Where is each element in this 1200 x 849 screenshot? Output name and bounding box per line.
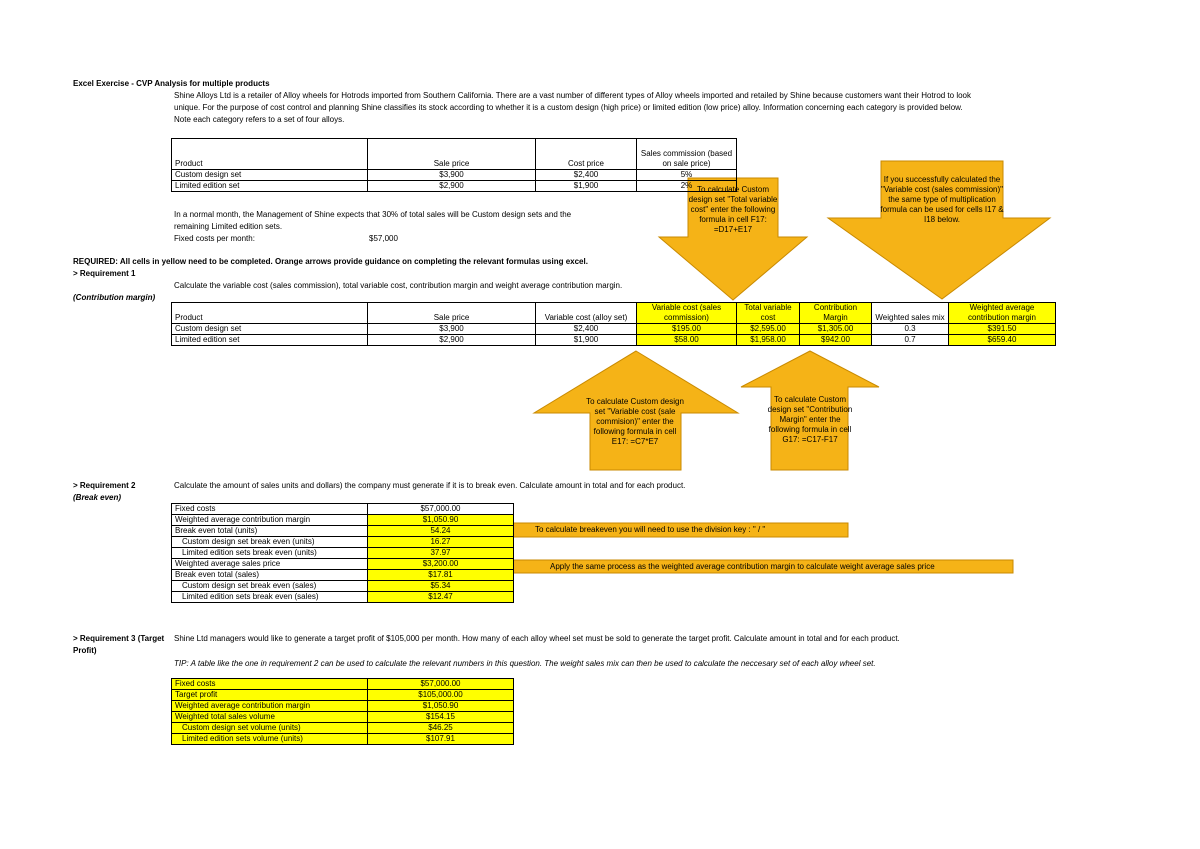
req1-label: > Requirement 1	[73, 269, 136, 278]
cell: $2,400	[536, 170, 637, 181]
fixed-costs-value: $57,000	[369, 234, 398, 243]
input-cell[interactable]: $1,050.90	[368, 515, 514, 526]
req3-label: > Requirement 3 (Target	[73, 634, 165, 643]
header-contribution-margin: Contribution Margin	[800, 303, 872, 324]
intro-line-3: Note each category refers to a set of four alloys.	[174, 115, 345, 124]
required-text: REQUIRED: All cells in yellow need to be completed. Orange arrows provide guidance on completing the relevant formulas using excel.	[73, 257, 588, 266]
row-label: Custom design set volume (units)	[172, 723, 368, 734]
cell: 0.7	[872, 335, 949, 346]
input-cell[interactable]: $12.47	[368, 592, 514, 603]
input-cell[interactable]: 54.24	[368, 526, 514, 537]
cell: $3,900	[368, 170, 536, 181]
fixed-costs-label: Fixed costs per month:	[174, 234, 255, 243]
table-row	[172, 181, 737, 192]
cell: $1,900	[536, 181, 637, 192]
cell: $2,400	[536, 324, 637, 335]
input-cell[interactable]: $942.00	[800, 335, 872, 346]
page-title: Excel Exercise - CVP Analysis for multiple products	[73, 79, 270, 88]
cell: 5%	[637, 170, 737, 181]
table-row	[172, 570, 514, 581]
input-cell[interactable]: $659.40	[949, 335, 1056, 346]
table-row	[172, 324, 1056, 335]
table-row	[172, 701, 514, 712]
input-cell[interactable]: $5.34	[368, 581, 514, 592]
input-cell[interactable]: $2,595.00	[737, 324, 800, 335]
row-label: Weighted average contribution margin	[172, 515, 368, 526]
cell: Custom design set	[172, 324, 368, 335]
cell: $1,900	[536, 335, 637, 346]
cell: 2%	[637, 181, 737, 192]
row-label: Weighted average contribution margin	[172, 701, 368, 712]
header-weighted-cm: Weighted average contribution margin	[949, 303, 1056, 324]
row-label: Target profit	[172, 690, 368, 701]
callout-breakeven-key: To calculate breakeven you will need to use the division key : " / "	[535, 525, 766, 534]
table-row	[172, 690, 514, 701]
input-cell[interactable]: $105,000.00	[368, 690, 514, 701]
cell: $57,000.00	[368, 504, 514, 515]
target-profit-table	[171, 678, 514, 745]
breakeven-table	[171, 503, 514, 603]
header-total-variable: Total variable cost	[737, 303, 800, 324]
req2-label: > Requirement 2	[73, 481, 136, 490]
req3-tip: TIP: A table like the one in requirement 2 can be used to calculate the relevant numbers in this question. The weight sales mix can then be used to calculate the neccesary set of each alloy wheel set.	[174, 659, 876, 668]
cell: $2,900	[368, 181, 536, 192]
table-row	[172, 679, 514, 690]
callout-total-variable: To calculate Custom design set "Total variable cost" enter the following formula in cell F17: =D17+E17	[688, 185, 778, 234]
product-info-table	[171, 138, 737, 192]
table-row	[172, 723, 514, 734]
row-label: Fixed costs	[172, 504, 368, 515]
input-cell[interactable]: $46.25	[368, 723, 514, 734]
table-row	[172, 592, 514, 603]
table-row	[172, 734, 514, 745]
input-cell[interactable]: $391.50	[949, 324, 1056, 335]
header-sale-price: Sale price	[368, 303, 536, 324]
callout-contribution: To calculate Custom design set "Contribution Margin" enter the following formula in cell G17: =C17-F17	[767, 395, 853, 444]
cell: 0.3	[872, 324, 949, 335]
req3-label-2: Profit)	[73, 646, 97, 655]
input-cell[interactable]: $17.81	[368, 570, 514, 581]
row-label: Limited edition sets break even (units)	[172, 548, 368, 559]
header-product: Product	[172, 139, 368, 170]
normal-month-line-2: remaining Limited edition sets.	[174, 222, 283, 231]
input-cell[interactable]: $154.15	[368, 712, 514, 723]
intro-line-2: unique. For the purpose of cost control and planning Shine classifies its stock according to whether it is a custom design (high price) or limited edition (low price) alloy. Information concerning each category is provided below.	[174, 103, 963, 112]
header-sale-price: Sale price	[368, 139, 536, 170]
normal-month-line-1: In a normal month, the Management of Shine expects that 30% of total sales will be Custom design sets and the	[174, 210, 572, 219]
input-cell[interactable]: 37.97	[368, 548, 514, 559]
row-label: Custom design set break even (units)	[172, 537, 368, 548]
req2-text: Calculate the amount of sales units and dollars) the company must generate if it is to break even. Calculate amount in total and for each product.	[174, 481, 686, 490]
header-sales-commission: Sales commission (based on sale price)	[637, 139, 737, 170]
req3-text: Shine Ltd managers would like to generate a target profit of $105,000 per month. How many of each alloy wheel set must be sold to generate the target profit. Calculate amount in total and for each product.	[174, 634, 900, 643]
row-label: Break even total (sales)	[172, 570, 368, 581]
header-product: Product	[172, 303, 368, 324]
contribution-table	[171, 302, 1056, 346]
cell: Limited edition set	[172, 335, 368, 346]
cell: Limited edition set	[172, 181, 368, 192]
intro-line-1: Shine Alloys Ltd is a retailer of Alloy wheels for Hotrods imported from Southern California. There are a vast number of different types of Alloy wheels imported and retailed by Shine because customers want their Hotrod to look	[174, 91, 972, 100]
row-label: Weighted average sales price	[172, 559, 368, 570]
input-cell[interactable]: $107.91	[368, 734, 514, 745]
table-row	[172, 559, 514, 570]
row-label: Limited edition sets volume (units)	[172, 734, 368, 745]
input-cell[interactable]: $1,305.00	[800, 324, 872, 335]
table-row	[172, 526, 514, 537]
req2-sub: (Break even)	[73, 493, 122, 502]
callout-weighted: If you successfully calculated the "Variable cost (sales commission)" the same type of multiplication formula can be used for cells I17 & I18 below.	[880, 175, 1004, 224]
table-row	[172, 581, 514, 592]
table-row	[172, 712, 514, 723]
input-cell[interactable]: $195.00	[637, 324, 737, 335]
req1-sub: (Contribution margin)	[73, 293, 156, 302]
header-cost-price: Cost price	[536, 139, 637, 170]
cell: $2,900	[368, 335, 536, 346]
table-row	[172, 170, 737, 181]
input-cell[interactable]: $58.00	[637, 335, 737, 346]
row-label: Weighted total sales volume	[172, 712, 368, 723]
row-label: Limited edition sets break even (sales)	[172, 592, 368, 603]
cell: Custom design set	[172, 170, 368, 181]
row-label: Break even total (units)	[172, 526, 368, 537]
header-variable-alloy: Variable cost (alloy set)	[536, 303, 637, 324]
input-cell[interactable]: $1,958.00	[737, 335, 800, 346]
table-row	[172, 548, 514, 559]
cell: $3,900	[368, 324, 536, 335]
table-row	[172, 504, 514, 515]
input-cell[interactable]: $57,000.00	[368, 679, 514, 690]
input-cell[interactable]: $1,050.90	[368, 701, 514, 712]
table-row	[172, 537, 514, 548]
header-variable-commission: Variable cost (sales commission)	[637, 303, 737, 324]
table-row	[172, 515, 514, 526]
callout-same-process: Apply the same process as the weighted average contribution margin to calculate weight average sales price	[550, 562, 935, 571]
input-cell[interactable]: 16.27	[368, 537, 514, 548]
req1-text: Calculate the variable cost (sales commission), total variable cost, contribution margin and weight average contribution margin.	[174, 281, 623, 290]
table-row	[172, 335, 1056, 346]
callout-variable-cost: To calculate Custom design set "Variable cost (sale commision)" enter the following formula in cell E17: =C7*E7	[586, 397, 684, 446]
input-cell[interactable]: $3,200.00	[368, 559, 514, 570]
header-weighted-mix: Weighted sales mix	[872, 303, 949, 324]
row-label: Fixed costs	[172, 679, 368, 690]
row-label: Custom design set break even (sales)	[172, 581, 368, 592]
